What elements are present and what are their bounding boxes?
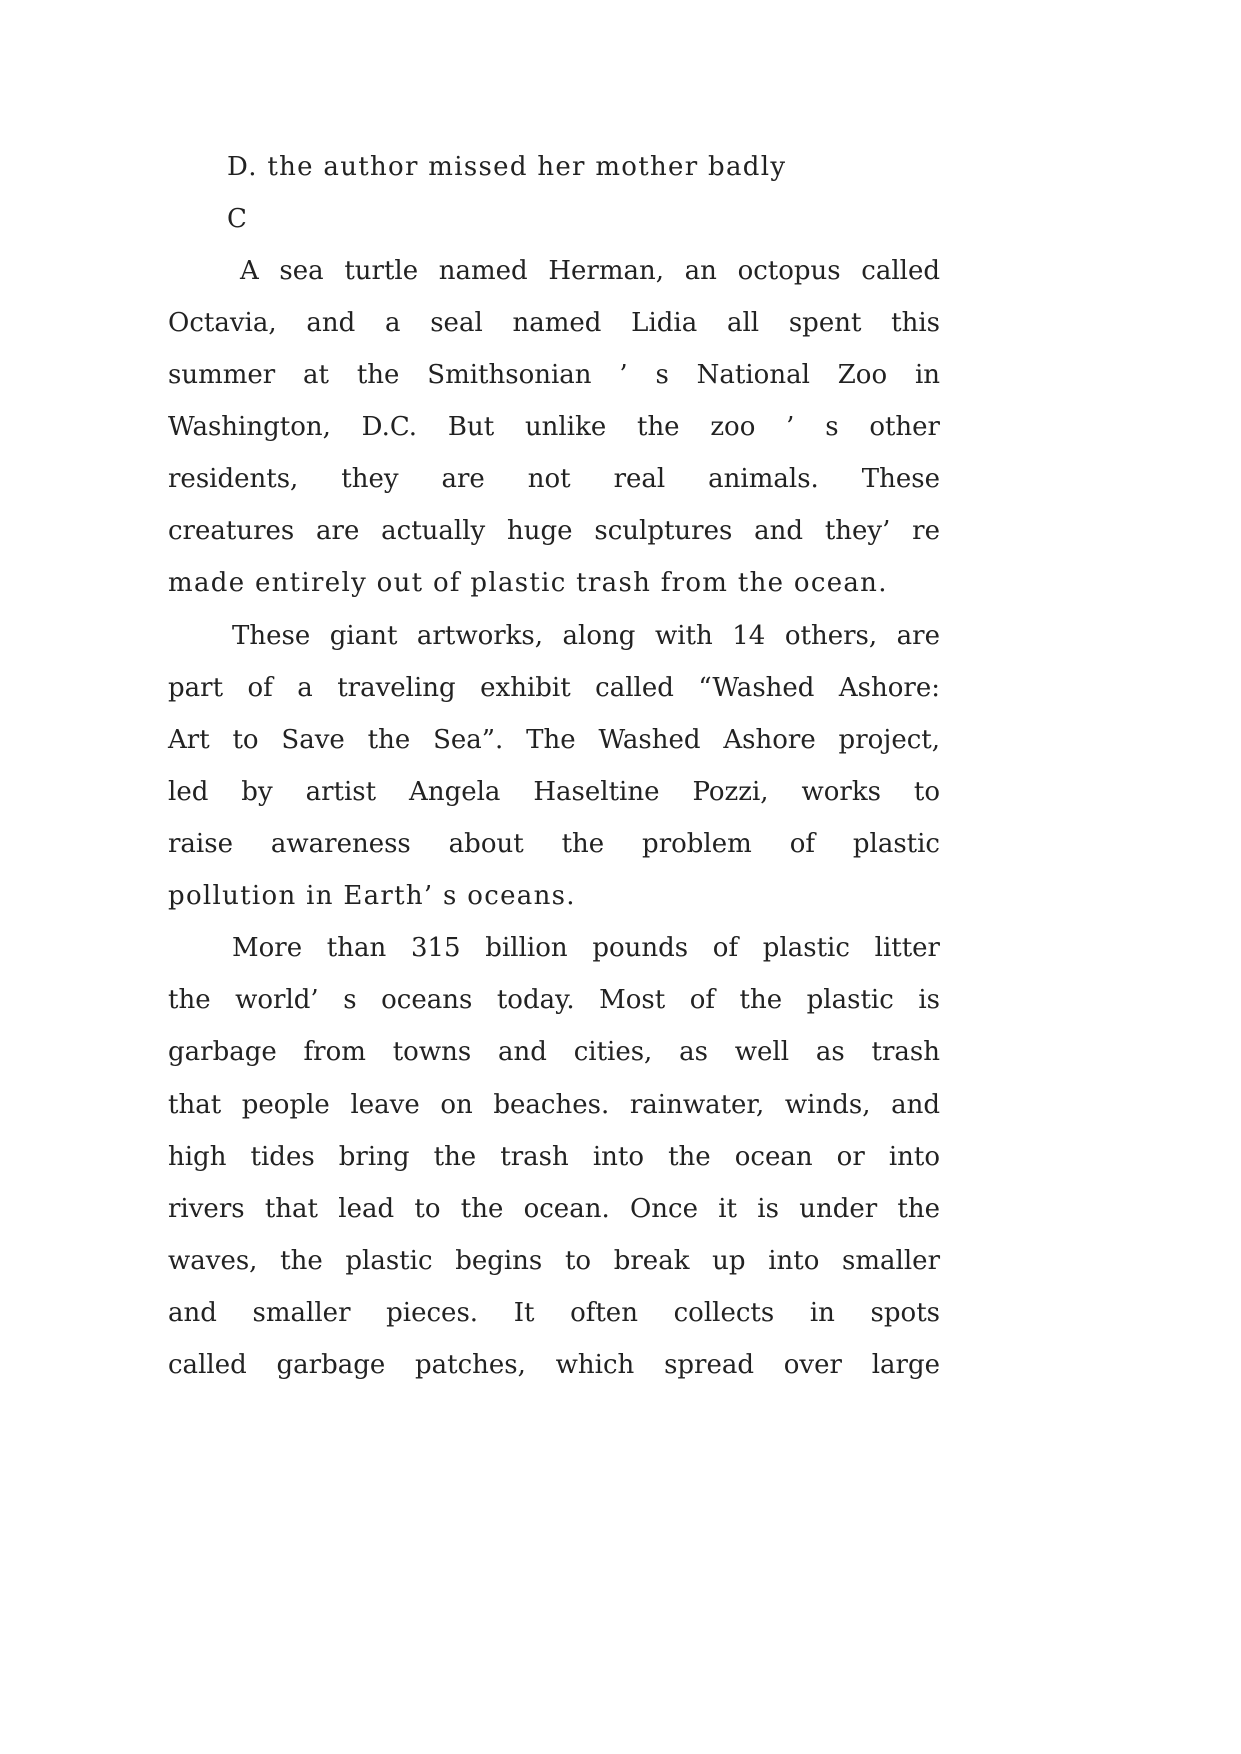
paragraph-line: and smaller pieces. It often collects in spots [168, 1298, 940, 1328]
paragraph-line: These giant artworks, along with 14 others, are [232, 621, 940, 651]
paragraph-line: made entirely out of plastic trash from the ocean. [168, 568, 888, 598]
paragraph-line: A sea turtle named Herman, an octopus called [240, 256, 940, 286]
paragraph-line: the world’ s oceans today. Most of the plastic is [168, 985, 940, 1015]
paragraph-line: creatures are actually huge sculptures and they’ re [168, 516, 940, 546]
paragraph-line: summer at the Smithsonian ’ s National Zoo in [168, 360, 940, 390]
section-label: C [227, 204, 249, 234]
paragraph-line: part of a traveling exhibit called “Washed Ashore: [168, 673, 940, 703]
paragraph-line: that people leave on beaches. rainwater, winds, and [168, 1090, 940, 1120]
paragraph-line: called garbage patches, which spread over large [168, 1350, 940, 1380]
paragraph-line: garbage from towns and cities, as well as trash [168, 1037, 940, 1067]
paragraph-line: residents, they are not real animals. These [168, 464, 940, 494]
paragraph-line: Art to Save the Sea”. The Washed Ashore project, [168, 725, 940, 755]
answer-option-d: D. the author missed her mother badly [227, 152, 787, 182]
paragraph-line: waves, the plastic begins to break up into smaller [168, 1246, 940, 1276]
paragraph-line: high tides bring the trash into the ocean or into [168, 1142, 940, 1172]
paragraph-line: Octavia, and a seal named Lidia all spent this [168, 308, 940, 338]
paragraph-line: Washington, D.C. But unlike the zoo ’ s other [168, 412, 940, 442]
paragraph-line: led by artist Angela Haseltine Pozzi, works to [168, 777, 940, 807]
paragraph-line: More than 315 billion pounds of plastic litter [232, 933, 940, 963]
paragraph-line: raise awareness about the problem of plastic [168, 829, 940, 859]
paragraph-line: rivers that lead to the ocean. Once it is under the [168, 1194, 940, 1224]
paragraph-line: pollution in Earth’ s oceans. [168, 881, 576, 911]
